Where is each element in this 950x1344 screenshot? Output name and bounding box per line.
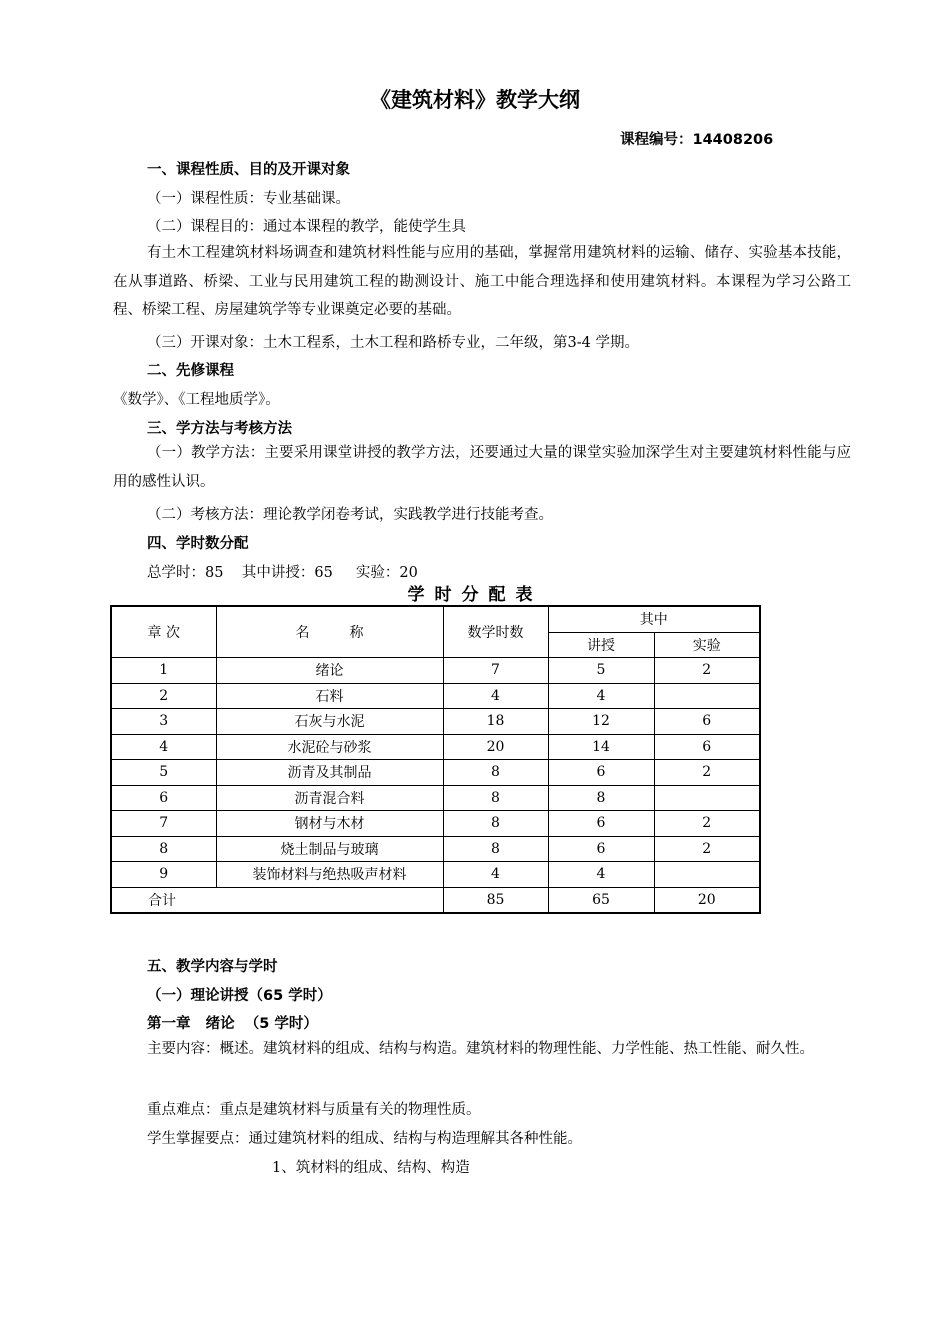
cell-chapter: 9 (111, 862, 216, 888)
cell-hours: 4 (443, 862, 548, 888)
cell-chapter: 7 (111, 811, 216, 837)
cell-lecture: 14 (548, 734, 654, 760)
total-lecture: 65 (548, 887, 654, 913)
cell-name: 水泥砼与砂浆 (216, 734, 443, 760)
table-row (111, 836, 760, 862)
total-lab: 20 (654, 887, 760, 913)
teaching-method: （一）教学方法：主要采用课堂讲授的教学方法，还要通过大量的课堂实验加深学生对主要建筑材料性能与应用的感性认识。 (113, 445, 851, 490)
table-total-row (111, 887, 760, 913)
page-title: 《建筑材料》教学大纲 (370, 88, 580, 112)
cell-name: 沥青混合料 (216, 785, 443, 811)
header-chapter: 章 次 (111, 606, 216, 658)
table-row (111, 760, 760, 786)
cell-lab (654, 785, 760, 811)
cell-chapter: 1 (111, 658, 216, 684)
cell-lab: 2 (654, 760, 760, 786)
cell-name: 钢材与木材 (216, 811, 443, 837)
cell-name: 石灰与水泥 (216, 709, 443, 735)
theory-subheading: （一）理论讲授（65 学时） (147, 988, 332, 1004)
cell-chapter: 3 (111, 709, 216, 735)
cell-hours: 4 (443, 683, 548, 709)
table-row (111, 734, 760, 760)
cell-lecture: 12 (548, 709, 654, 735)
cell-hours: 20 (443, 734, 548, 760)
header-name: 名 称 (216, 606, 443, 658)
cell-hours: 8 (443, 760, 548, 786)
cell-chapter: 4 (111, 734, 216, 760)
cell-lab: 6 (654, 709, 760, 735)
cell-lecture: 5 (548, 658, 654, 684)
cell-lab: 2 (654, 811, 760, 837)
section-5-heading: 五、教学内容与学时 (147, 959, 278, 975)
cell-hours: 8 (443, 836, 548, 862)
chapter-1-key-points: 重点难点：重点是建筑材料与质量有关的物理性质。 (147, 1102, 481, 1118)
cell-name: 石料 (216, 683, 443, 709)
cell-lab: 2 (654, 658, 760, 684)
course-audience: （三）开课对象：土木工程系，土木工程和路桥专业，二年级，第3-4 学期。 (147, 335, 639, 351)
chapter-1-content: 主要内容：概述。建筑材料的组成、结构与构造。建筑材料的物理性能、力学性能、热工性能、耐久性。 (147, 1041, 814, 1057)
table-row (111, 683, 760, 709)
hours-table (110, 605, 761, 914)
cell-lecture: 6 (548, 760, 654, 786)
cell-lab (654, 683, 760, 709)
cell-chapter: 6 (111, 785, 216, 811)
cell-hours: 8 (443, 811, 548, 837)
course-nature: （一）课程性质：专业基础课。 (147, 191, 350, 207)
cell-name: 烧土制品与玻璃 (216, 836, 443, 862)
prerequisites: 《数学》、《工程地质学》。 (113, 392, 280, 408)
table-row (111, 658, 760, 684)
header-lecture: 讲授 (548, 632, 654, 658)
table-title: 学时分配表 (407, 585, 543, 605)
chapter-1-item-1: 1、筑材料的组成、结构、构造 (272, 1160, 470, 1176)
hours-summary: 总学时：85 其中讲授：65 实验：20 (147, 565, 418, 581)
header-lab: 实验 (654, 632, 760, 658)
chapter-1-heading: 第一章 绪论 （5 学时） (147, 1016, 318, 1032)
course-purpose-text: 有土木工程建筑材料场调查和建筑材料性能与应用的基础，掌握常用建筑材料的运输、储存、实验基本技能，在从事道路、桥梁、工业与民用建筑工程的勘测设计、施工中能合理选择和使用建筑材料。本课程为学习公路工程、桥梁工程、房屋建筑学等专业课奠定必要的基础。 (113, 245, 851, 318)
cell-lecture: 8 (548, 785, 654, 811)
table-row (111, 811, 760, 837)
cell-chapter: 8 (111, 836, 216, 862)
cell-lab: 2 (654, 836, 760, 862)
section-1-heading: 一、课程性质、目的及开课对象 (147, 162, 350, 178)
cell-lecture: 6 (548, 836, 654, 862)
section-2-heading: 二、先修课程 (147, 363, 234, 379)
assessment-method: （二）考核方法：理论教学闭卷考试，实践教学进行技能考查。 (147, 507, 553, 523)
cell-lab (654, 862, 760, 888)
cell-name: 绪论 (216, 658, 443, 684)
table-row (111, 785, 760, 811)
section-4-heading: 四、学时数分配 (147, 536, 249, 552)
cell-chapter: 2 (111, 683, 216, 709)
cell-name: 沥青及其制品 (216, 760, 443, 786)
cell-lecture: 6 (548, 811, 654, 837)
cell-lecture: 4 (548, 862, 654, 888)
header-of-which: 其中 (548, 606, 760, 632)
course-purpose-intro: （二）课程目的：通过本课程的教学，能使学生具 (147, 219, 466, 235)
chapter-1-mastery: 学生掌握要点：通过建筑材料的组成、结构与构造理解其各种性能。 (147, 1131, 582, 1147)
cell-chapter: 5 (111, 760, 216, 786)
cell-hours: 7 (443, 658, 548, 684)
course-code: 课程编号：14408206 (620, 132, 774, 148)
header-hours: 数学时数 (443, 606, 548, 658)
cell-hours: 18 (443, 709, 548, 735)
table-header-row (111, 606, 760, 632)
table-row (111, 862, 760, 888)
cell-name: 装饰材料与绝热吸声材料 (216, 862, 443, 888)
total-hours: 85 (443, 887, 548, 913)
cell-lab: 6 (654, 734, 760, 760)
table-row (111, 709, 760, 735)
cell-lecture: 4 (548, 683, 654, 709)
section-3-heading: 三、学方法与考核方法 (147, 421, 292, 437)
total-label: 合计 (111, 887, 443, 913)
cell-hours: 8 (443, 785, 548, 811)
